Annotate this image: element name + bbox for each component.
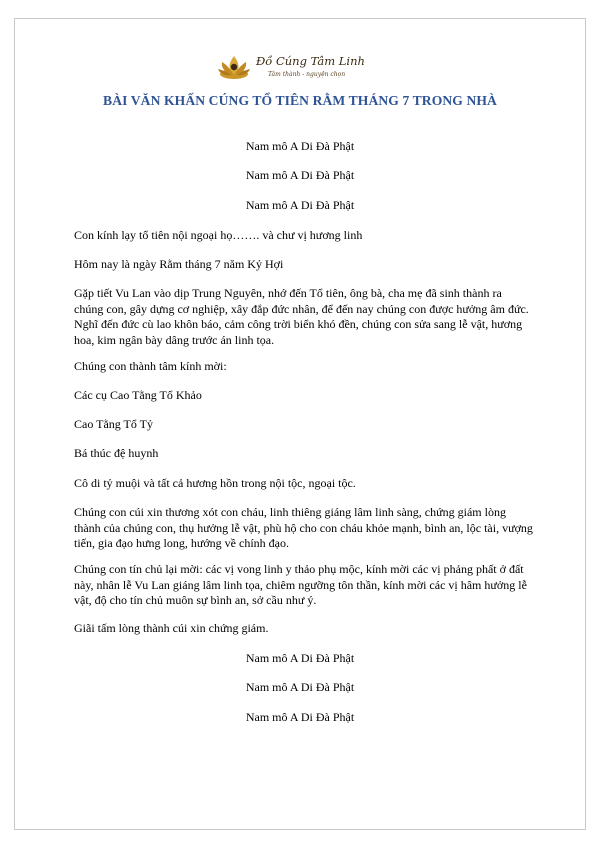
paragraph-invitation: Chúng con thành tâm kính mời:	[74, 359, 227, 373]
logo-brand-text: Đồ Cúng Tâm Linh	[256, 54, 365, 68]
paragraph-occasion: Gặp tiết Vu Lan vào dịp Trung Nguyên, nhớ đến Tổ tiên, ông bà, cha mẹ đã sinh thành ra chúng con, gây dựng cơ nghiệp, xây đắp đức nhân, để đến nay chúng con được hưởng âm đức. Nghĩ đến đức cù lao khôn báo, cảm công trời biển khó đền, chúng con sửa sang lễ vật, hương hoa, kim ngân bày dâng trước án linh tọa.	[74, 286, 529, 347]
opening-invocation-3: Nam mô A Di Đà Phật	[245, 198, 355, 212]
opening-invocation-1: Nam mô A Di Đà Phật	[245, 139, 355, 153]
paragraph-ancestors-male: Các cụ Cao Tằng Tổ Khảo	[74, 388, 202, 402]
brand-logo	[216, 50, 366, 86]
closing-invocation-2: Nam mô A Di Đà Phật	[245, 680, 355, 694]
paragraph-address: Con kính lạy tổ tiên nội ngoại họ……. và chư vị hương linh	[74, 228, 363, 242]
closing-invocation-3: Nam mô A Di Đà Phật	[245, 710, 355, 724]
logo-tagline: Tâm thành - nguyện chọn	[268, 71, 346, 78]
paragraph-ancestors-female: Cao Tằng Tổ Tỷ	[74, 417, 153, 431]
document-title: BÀI VĂN KHẤN CÚNG TỔ TIÊN RẰM THÁNG 7 TRONG NHÀ	[103, 93, 497, 108]
paragraph-date: Hôm nay là ngày Rằm tháng 7 năm Kỷ Hợi	[74, 257, 284, 271]
paragraph-aunts-sisters: Cô di tỷ muội và tất cả hương hồn trong nội tộc, ngoại tộc.	[74, 476, 356, 490]
closing-invocation-1: Nam mô A Di Đà Phật	[245, 651, 355, 665]
paragraph-witness: Giãi tấm lòng thành cúi xin chứng giám.	[74, 621, 269, 635]
paragraph-blessing-request: Chúng con cúi xin thương xót con cháu, linh thiêng giáng lâm linh sàng, chứng giám lòng thành của chúng con, thụ hưởng lễ vật, phù hộ cho con cháu khỏe mạnh, bình an, lộc tài, vượng tiến, gia đạo hưng long, hướng về chính đạo.	[74, 505, 533, 550]
paragraph-wandering-souls: Chúng con tín chủ lại mời: các vị vong linh y thảo phụ mộc, kính mời các vị phảng phất ở đất này, nhân lễ Vu Lan giáng lâm linh tọa, chiêm ngưỡng tôn thần, kính mời các vị hâm hưởng lễ vật, độ cho tín chủ muôn sự bình an, sở cầu như ý.	[74, 562, 527, 607]
opening-invocation-2: Nam mô A Di Đà Phật	[245, 168, 355, 182]
paragraph-uncles-brothers: Bá thúc đệ huynh	[74, 446, 159, 460]
